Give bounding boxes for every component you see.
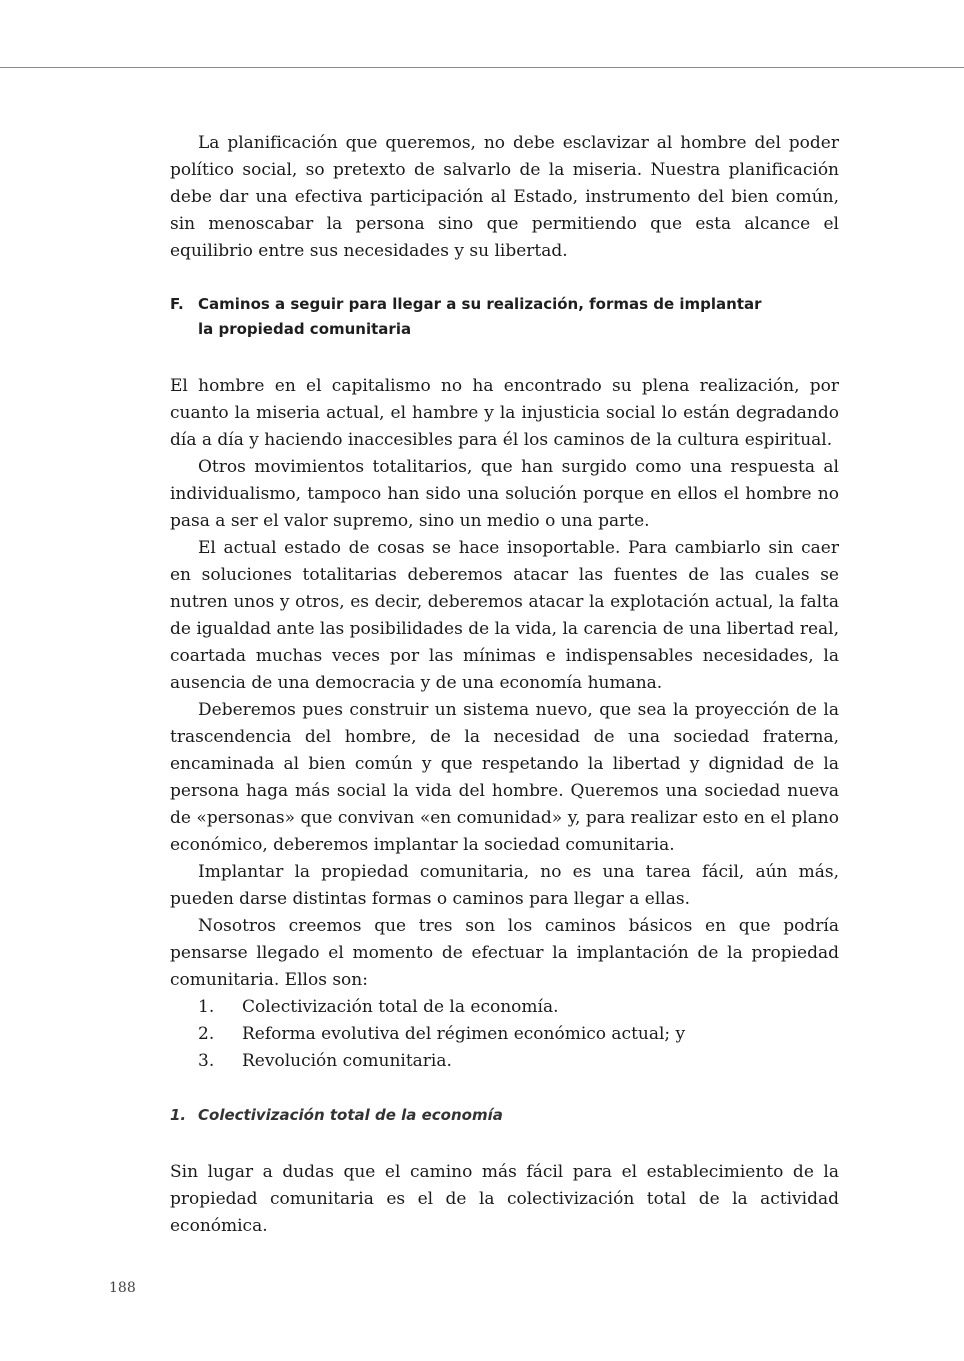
page-body (170, 130, 839, 1240)
subsection-number: 1. (170, 1106, 187, 1124)
header-rule (0, 67, 964, 68)
list-item-text: Reforma evolutiva del régimen económico actual; y (242, 1024, 686, 1044)
section-title-line2: la propiedad comunitaria (198, 320, 412, 338)
paragraph-capitalismo: El hombre en el capitalismo no ha encontrado su plena realización, por cuanto la miseria actual, el hambre y la injusticia social lo están degradando día a día y haciendo inaccesibles para él los caminos de la cultura espiritual. (170, 376, 839, 450)
subsection-title: Colectivización total de la economía (198, 1106, 503, 1124)
paragraph-colectivizacion: Sin lugar a dudas que el camino más fácil para el establecimiento de la propiedad comunitaria es el de la colectivización total de la actividad económica. (170, 1162, 839, 1236)
list-item-number: 1. (198, 997, 215, 1017)
paragraph-implantar: Implantar la propiedad comunitaria, no es una tarea fácil, aún más, pueden darse distintas formas o caminos para llegar a ellas. (170, 862, 839, 909)
section-title-line1: Caminos a seguir para llegar a su realización, formas de implantar (198, 295, 762, 313)
caminos-list (170, 994, 839, 1075)
paragraph-planificacion: La planificación que queremos, no debe esclavizar al hombre del poder político social, so pretexto de salvarlo de la miseria. Nuestra planificación debe dar una efectiva participación al Estado, instrumento del bien común, sin menoscabar la persona sino que permitiendo que esta alcance el equilibrio entre sus necesidades y su libertad. (170, 133, 839, 261)
paragraph-totalitarios: Otros movimientos totalitarios, que han surgido como una respuesta al individualismo, tampoco han sido una solución porque en ellos el hombre no pasa a ser el valor supremo, sino un medio o una parte. (170, 457, 839, 531)
list-item (170, 1048, 839, 1075)
paragraph-caminos-basicos: Nosotros creemos que tres son los caminos básicos en que podría pensarse llegado el momento de efectuar la implantación de la propiedad comunitaria. Ellos son: (170, 916, 839, 990)
list-item-text: Revolución comunitaria. (242, 1051, 452, 1071)
list-item-text: Colectivización total de la economía. (242, 997, 559, 1017)
page-number: 188 (109, 1280, 136, 1296)
section-letter: F. (170, 295, 184, 313)
paragraph-estado-de-cosas: El actual estado de cosas se hace insoportable. Para cambiarlo sin caer en soluciones totalitarias deberemos atacar las fuentes de las cuales se nutren unos y otros, es decir, deberemos atacar la explotación actual, la falta de igualdad ante las posibilidades de la vida, la carencia de una libertad real, coartada muchas veces por las mínimas e indispensables necesidades, la ausencia de una democracia y de una economía humana. (170, 538, 839, 693)
list-item-number: 3. (198, 1051, 215, 1071)
section-heading-f (170, 292, 839, 342)
subsection-heading-1 (170, 1103, 839, 1128)
list-item-number: 2. (198, 1024, 215, 1044)
list-item (170, 1021, 839, 1048)
paragraph-sistema-nuevo: Deberemos pues construir un sistema nuevo, que sea la proyección de la trascendencia del hombre, de la necesidad de una sociedad fraterna, encaminada al bien común y que respetando la libertad y dignidad de la persona haga más social la vida del hombre. Queremos una sociedad nueva de «personas» que convivan «en comunidad» y, para realizar esto en el plano económico, deberemos implantar la sociedad comunitaria. (170, 700, 839, 855)
list-item (170, 994, 839, 1021)
